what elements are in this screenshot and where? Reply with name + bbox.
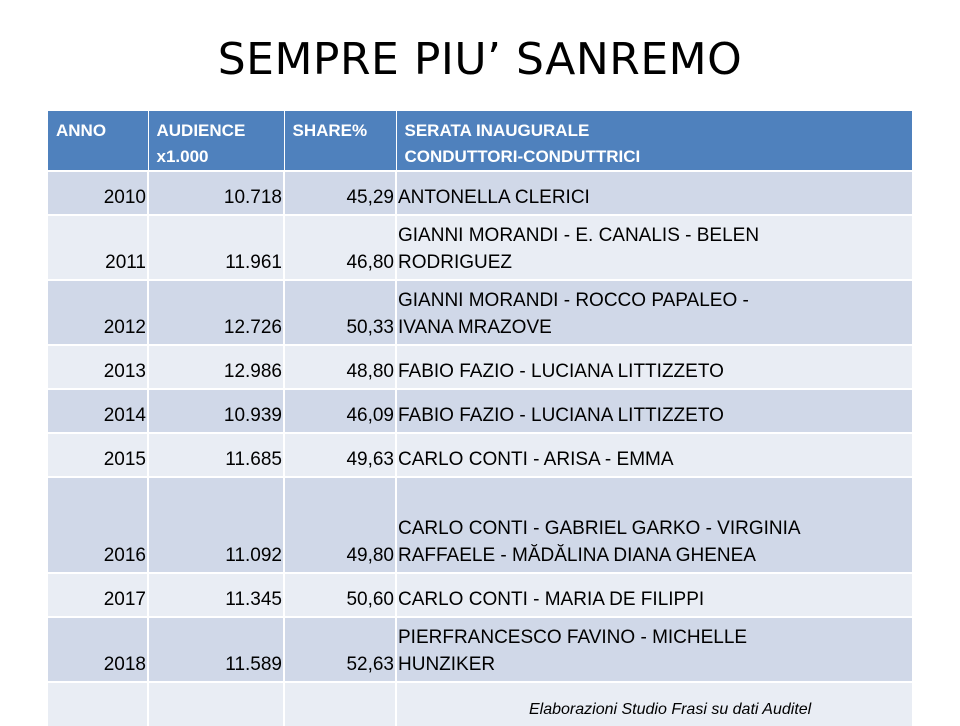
cell-share: 46,09 <box>284 389 396 433</box>
cell-audience: 12.726 <box>148 280 284 345</box>
conduttori-line: RODRIGUEZ <box>398 252 512 273</box>
conduttori-line: CARLO CONTI - GABRIEL GARKO - VIRGINIA <box>398 518 801 539</box>
table-row <box>48 280 912 345</box>
cell-audience: 11.092 <box>148 477 284 573</box>
cell-anno: 2011 <box>48 215 148 280</box>
cell-conduttori <box>396 171 912 215</box>
conduttori-line: FABIO FAZIO - LUCIANA LITTIZZETO <box>398 361 724 382</box>
header-conduttori <box>396 111 912 171</box>
conduttori-line: GIANNI MORANDI - ROCCO PAPALEO - <box>398 290 749 311</box>
cell-conduttori <box>396 389 912 433</box>
cell-share <box>284 682 396 726</box>
table-row <box>48 433 912 477</box>
cell-conduttori <box>396 215 912 280</box>
table-row <box>48 573 912 617</box>
cell-share: 52,63 <box>284 617 396 682</box>
cell-anno: 2012 <box>48 280 148 345</box>
cell-anno <box>48 682 148 726</box>
cell-share: 48,80 <box>284 345 396 389</box>
cell-share: 49,80 <box>284 477 396 573</box>
cell-audience: 11.345 <box>148 573 284 617</box>
table-row <box>48 215 912 280</box>
table-row <box>48 171 912 215</box>
cell-share: 45,29 <box>284 171 396 215</box>
cell-conduttori <box>396 573 912 617</box>
header-audience <box>148 111 284 171</box>
cell-audience: 11.685 <box>148 433 284 477</box>
header-audience-unit: x1.000 <box>156 147 209 166</box>
cell-anno: 2018 <box>48 617 148 682</box>
cell-conduttori <box>396 477 912 573</box>
cell-conduttori <box>396 433 912 477</box>
header-conduttori-line1: SERATA INAUGURALE <box>404 121 590 140</box>
header-share <box>284 111 396 171</box>
cell-anno: 2013 <box>48 345 148 389</box>
cell-audience: 11.961 <box>148 215 284 280</box>
conduttori-line: FABIO FAZIO - LUCIANA LITTIZZETO <box>398 405 724 426</box>
header-anno <box>48 111 148 171</box>
cell-audience: 12.986 <box>148 345 284 389</box>
cell-anno: 2014 <box>48 389 148 433</box>
cell-conduttori <box>396 617 912 682</box>
cell-anno: 2015 <box>48 433 148 477</box>
conduttori-line: RAFFAELE - MĂDĂLINA DIANA GHENEA <box>398 545 756 566</box>
cell-share: 50,60 <box>284 573 396 617</box>
cell-share: 49,63 <box>284 433 396 477</box>
header-audience-label: AUDIENCE <box>156 121 246 140</box>
audience-table <box>48 111 912 726</box>
table-row <box>48 345 912 389</box>
conduttori-line: CARLO CONTI - ARISA - EMMA <box>398 449 674 470</box>
cell-anno: 2010 <box>48 171 148 215</box>
table-header-row <box>48 111 912 171</box>
table-row <box>48 617 912 682</box>
source-note: Elaborazioni Studio Frasi su dati Auditel <box>529 701 812 718</box>
header-conduttori-line2: CONDUTTORI-CONDUTTRICI <box>404 147 641 166</box>
conduttori-line: GIANNI MORANDI - E. CANALIS - BELEN <box>398 225 760 246</box>
cell-conduttori <box>396 280 912 345</box>
slide-title: SEMPRE PIU’ SANREMO <box>217 34 743 85</box>
conduttori-line: PIERFRANCESCO FAVINO - MICHELLE <box>398 627 748 648</box>
header-share-label: SHARE% <box>292 121 368 140</box>
cell-audience <box>148 682 284 726</box>
table-row <box>48 477 912 573</box>
table-row <box>48 389 912 433</box>
conduttori-line: HUNZIKER <box>398 654 496 675</box>
cell-audience: 10.939 <box>148 389 284 433</box>
cell-audience: 10.718 <box>148 171 284 215</box>
conduttori-line: IVANA MRAZOVE <box>398 317 552 338</box>
conduttori-line: ANTONELLA CLERICI <box>398 187 590 208</box>
cell-audience: 11.589 <box>148 617 284 682</box>
cell-share: 46,80 <box>284 215 396 280</box>
cell-anno: 2017 <box>48 573 148 617</box>
cell-share: 50,33 <box>284 280 396 345</box>
conduttori-line: CARLO CONTI - MARIA DE FILIPPI <box>398 589 705 610</box>
header-anno-label: ANNO <box>56 121 107 140</box>
cell-conduttori <box>396 345 912 389</box>
cell-anno: 2016 <box>48 477 148 573</box>
